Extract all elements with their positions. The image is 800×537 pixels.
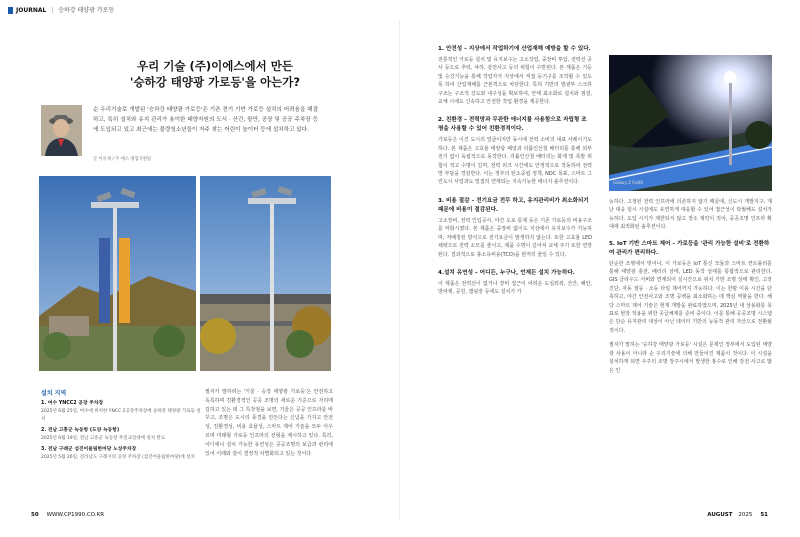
streetlight-photo-2 [200,176,331,371]
section-body: 전통적인 가로등 설치 및 유지보수는 고소작업, 중장비 투입, 전력선 공사 등으로 추락, 낙하, 감전사고 등의 위험이 수반된다. 본 제품은 기둥 및 승강기능을 통해 작업자가 지상에서 직접 등기구를 조작할 수 있도록 하여 산업재해를 근본적으로 차단한다. 특허 기반의 발광부 스크류 구조는 구조적 강도와 내구성을 확보하여, 안태 최소화로 설치와 점검, 교체 시에도 신속하고 안전한 작업 환경을 제공한다. [438,57,592,106]
issue-month: AUGUST [707,512,733,518]
title-line-1: 우리 기술 (주)이에스에서 만든 [137,59,293,73]
website: WWW.CP1990.CO.KR [46,512,105,518]
footer-right [707,512,768,518]
article-title [120,58,310,90]
right-column [609,198,772,375]
installation-locations [41,388,201,462]
section-safety [438,45,592,106]
header-topic: 승하강 태양광 가로등 [58,7,115,14]
footer-left [31,512,104,518]
section-body: 고소장비, 전력 인입공사, 야간 도로 통제 등은 기존 가로등의 비용구조를 악화시켰다. 본 제품은 중장비 없이도 지상에서 유지보수가 가능하며, 저배칭된 방식으로 전기요금이 발생하지 않는다. 또한 고효율 LED 채택으로 전력 소모를 줄이고, 제품 수명이 길어져 교체 주기 또한 연장된다. 결과적으로 총소유비용(TCO)을 현저히 줄일 수 있다. [438,217,592,258]
title-line-2: '승하강 태양광 가로등'을 아는가? [129,75,301,89]
section-heading: 1. 안전성 – 지상에서 작업하기에 산업재해 예방을 할 수 있다. [438,46,591,52]
location-detail: 2025년 5월 26일, 전라남도 구례시의 공영 주차장 (섬진어울림한마당)에 설치 [41,455,195,460]
author-portrait [41,105,82,156]
body-left: 필자가 말하려는 '기울 · 승강 태양광 가로등'은 안전하고 독특하며 친환경적인 공공 조명의 새로운 기준으로 자리매김하고 있는 데 그 특장점을 보면, 기울은 공공 인프라를 바꾸고, 조명은 도시의 풍경을 만든다는 신념을 가지고 안전성, 친환경성, 비용 효율성, 스마트 제어 기술을 모두 아우르며 미래형 가로등 인프라의 전형을 제시하고 있다. 특히, 어디에나 설치 가능한 유연성은 공공조명의 보급과 관리에 있어 이래와 같이 결정적 차별화되고 있는 것이다. [205,389,333,457]
header-section: JOURNAL [16,7,47,14]
section-body: 단순한 조명에서 벗어나, 이 가로등은 IoT 통신 모듈과 스마트 컨트롤러를 통해 태양광 충전, 배터리 상태, LED 동작 상태를 통합적으로 관리한다. GIS 클라우드 서버와 연계되어 실시간으로 위치 기반 조명 상태 확인, 고장 진단, 자동 점등 · 소등 타임 제어까지 가능하다. 이는 한밤 이용 시간을 단축하고, 야간 안전사고와 조명 공백을 최소화하는 데 핵심 역할을 한다. 해당 스마트 제어 기술은 현재 개발을 완료하였으며, 2025년 내 상용화를 목표로 현장 적용을 위한 공급체계를 준비 중이다. 이를 통해 공공조명 시스템은 단순 유지관리 대상이 아닌 데이터 기반의 능동적 관리 자산으로 전환될 것이다. [609,260,772,334]
section-heading: 2. 친환경 – 전력망과 무관한 에너지를 사용함으로 자립형 조명을 사용할 수 있어 친환경적이다. [438,117,587,133]
section-heading: 4.설치 유연성 – 어디든, 누구나, 언제든 설치 가능하다. [438,269,575,276]
page-number-left: 50 [31,512,39,518]
section-eco [438,116,592,186]
night-streetlight-photo [609,55,772,191]
location-detail: 2025년 6월 25일, 여수에 위치한 YNCC 2공장주차장에 승하강 태양광 가로등 설치 [41,409,201,422]
article-intro: 순 우리기술로 개발된 '승하강 태양광 가로등'은 기존 전기 기반 가로등 설치의 어려움을 해결하고, 특히 설치와 유지 관리가 용이한 태양자원의 도서 · 산간, 항만, 공장 및 공공 주차장 등에 도입되고 있고 최근에는 불량청소년들이 자주 찾는 어린이 놀이터 등에 설치하고 있다. [93,107,318,134]
portrait-illustration [41,105,82,156]
right-text-1: 능하다. 고정된 전력 인프라에 의존하지 않기 때문에, 신도시 개발지구, 재난 대응 임시 시설에도 유연하게 대응할 수 있어 접근성이 탁월해도 설치가능하다. 도입 시기가 제한되지 않고 장소 제약이 적어, 공공조명 인프라 확대에 최적화된 솔루션이다. [609,199,772,231]
section-body: 이 제품은 전력선이 없거나 장비 접근이 어려운 도심외곽, 산간, 해안, 방파제, 공원, 캠핑장 등에도 설치가 가 [438,280,592,296]
location-heading: 1. 여수 YNCC2 공장 주차장 [41,401,104,406]
night-photo-illustration [609,55,772,191]
closing-paragraph: 필자가 말하는 '승하강 태양광 가로등' 시설은 문제인 정부에서 도입된 태양광 사용이 아니라 순 우리기술에 의해 만들어진 제품이 것이다. 이 시설을 설치하게 되면 우주의 조명 장주시에서 발생한 홍수로 인해 감전 사고로 많은 인 [609,342,772,374]
photo-1-illustration [39,176,196,371]
section-body: 가로등은 이건 도시의 얼굴이지만 동시에 전력 소비의 대표 사례이기도 하다. 본 제품은 고효율 태양광 패널과 리튬인산철 배터리를 통해 외부 전기 없이 독립적으로 동작한다. 리튬인산철 배터리는 화재 및 폭발 위험이 적고 수명이 길며, 전력 피크 시간에도 안정적으로 작동하여 전력망 부담을 경감한다. 이는 정부의 탄소중립 정책, NDC 목표, 스마트 그린도시 사업과도 밀접히 연계되는 지속가능한 에너지 솔루션이다. [438,137,592,186]
header-accent-bar [8,7,13,14]
location-heading: 3. 전남 구례군 섬진어울림한마당 노상주차장 [41,447,137,452]
running-header: JOURNAL | 승하강 태양광 가로등 [8,5,114,14]
photo-caption: Galaxy Z Fold6 [613,180,643,185]
location-heading: 2. 전남 고흥군 녹동항 (도양 녹동항) [41,428,120,433]
author-credit: 글 이유재 / 주 에스 영업지원팀 [93,157,152,162]
section-flexibility [438,269,592,297]
page-gutter [399,20,400,520]
middle-column [438,45,592,297]
location-item [41,400,201,424]
photo-2-illustration [200,176,331,371]
locations-title: 설치 지역 [41,390,67,397]
location-item [41,446,201,462]
issue-year: 2025 [738,512,753,518]
section-heading: 3. 비용 절감 – 전기요금 전무 하고, 유지관리비가 최소화되기 때문에 비용이 절감된다. [438,197,589,213]
location-item [41,427,201,443]
streetlight-photo-1 [39,176,196,371]
page-number-right: 51 [760,512,768,518]
section-heading: 5. IoT 기반 스마트 제어 – 가로등을 '관리 가능한 설비'로 전환하여 관리가 편리하다. [609,240,770,256]
location-detail: 2025년 6월 19일, 전남 고흥군 녹동항 무전교일대에 설치 완료 [41,436,166,441]
section-cost [438,197,592,259]
